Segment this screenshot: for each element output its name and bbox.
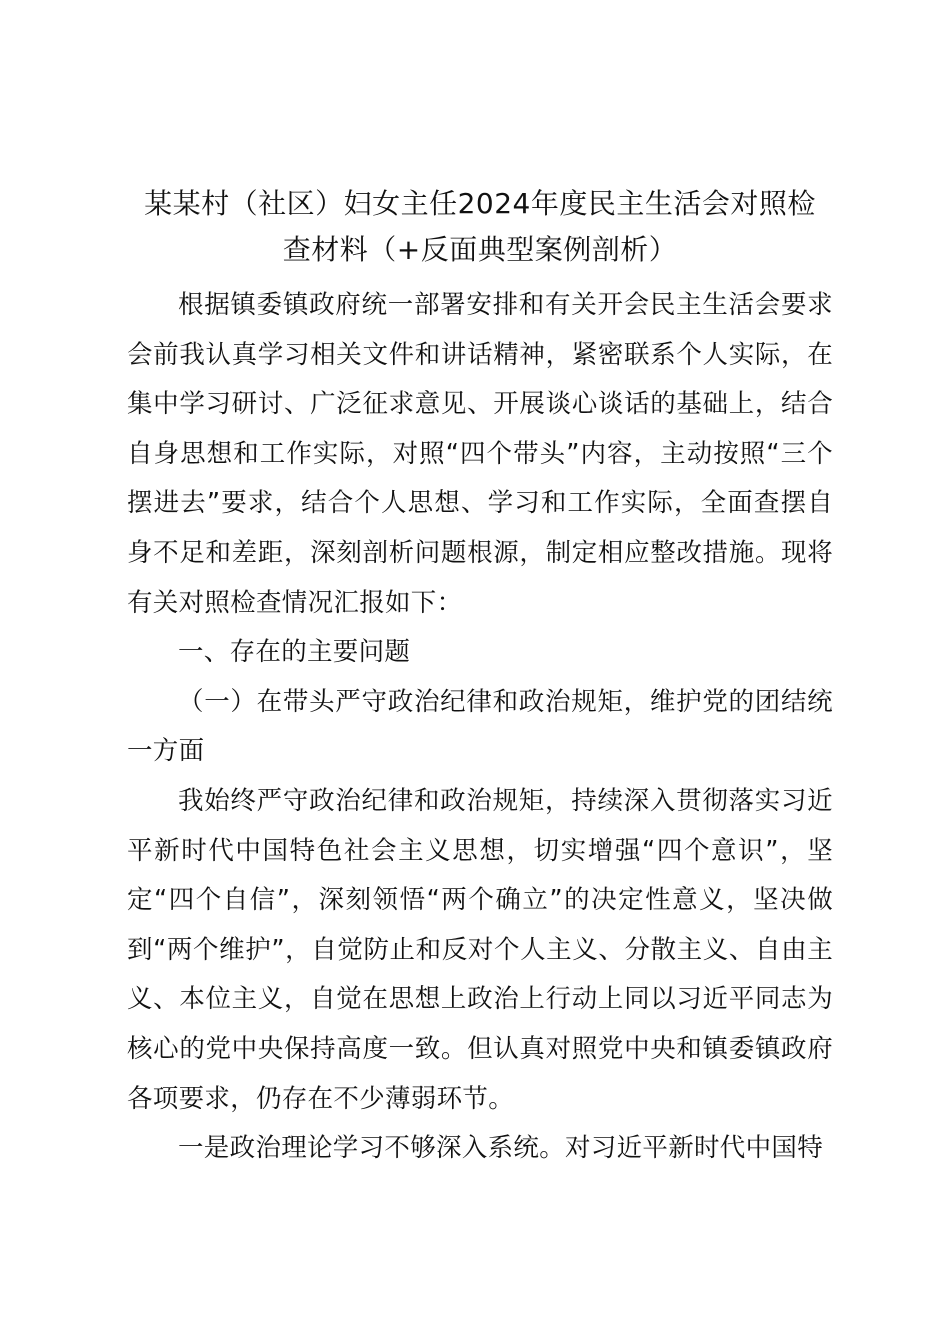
section-heading-main-problems: 一、存在的主要问题 — [178, 637, 411, 668]
subsection-heading-political-discipline: （一）在带头严守政治纪律和政治规矩，维护党的团结统一方面 — [127, 686, 833, 767]
document-title — [125, 181, 835, 273]
paragraph-political-discipline: 我始终严守政治纪律和政治规矩，持续深入贯彻落实习近平新时代中国特色社会主义思想，切实增强“四个意识”，坚定“四个自信”，深刻领悟“两个确立”的决定性意义，坚决做到“两个维护”，自觉防止和反对个人主义、分散主义、自由主义、本位主义，自觉在思想上政治上行动上同以习近平同志为核心的党中央保持高度一致。但认真对照党中央和镇委镇政府各项要求，仍存在不少薄弱环节。 — [127, 785, 833, 1114]
title-line-2: 查材料（+反面典型案例剖析） — [282, 233, 678, 266]
paragraph-point-one: 一是政治理论学习不够深入系统。对习近平新时代中国特 — [178, 1133, 824, 1164]
document-body — [127, 281, 833, 1174]
title-line-1: 某某村（社区）妇女主任2024年度民主生活会对照检 — [144, 187, 816, 220]
paragraph-intro: 根据镇委镇政府统一部署安排和有关开会民主生活会要求会前我认真学习相关文件和讲话精神，紧密联系个人实际，在集中学习研讨、广泛征求意见、开展谈心谈话的基础上，结合自身思想和工作实际，对照“四个带头”内容，主动按照“三个摆进去”要求，结合个人思想、学习和工作实际，全面查摆自身不足和差距，深刻剖析问题根源，制定相应整改措施。现将有关对照检查情况汇报如下： — [127, 290, 833, 618]
